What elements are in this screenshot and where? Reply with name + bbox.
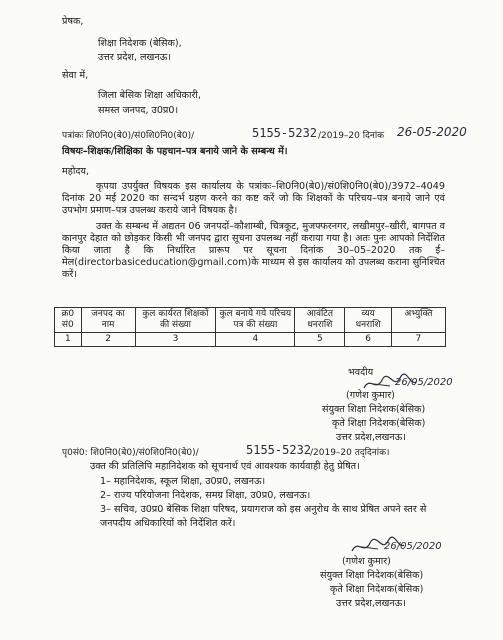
table-header-row — [55, 308, 446, 333]
signature-1-date: 26/05/2020 — [395, 377, 453, 388]
table-cell: 4 — [216, 333, 295, 347]
table-cell: 7 — [391, 333, 445, 347]
copy-list-item: 3– सचिव, उ0प्र0 बेसिक शिक्षा परिषद, प्रयागराज को इस अनुरोध के साथ प्रेषित अपने स्तर से — [100, 504, 427, 515]
ref-suffix: /2019–20 दिनांक — [318, 131, 385, 141]
table-cell: 5 — [295, 333, 345, 347]
table-cell: 3 — [135, 333, 216, 347]
body-paragraph-2: उक्त के सम्बन्ध में अद्यतन 06 जनपदों–कौशाम्बी, चित्रकूट, मुजफ्फरनगर, लखीमपुर–खीरी, बागपत व कानपुर देहात को छोड़कर किसी भी जनपद द्वारा सूचना उपलब्ध नहीं कराया गया है। अतः पुनः आपको निर्देशित किया जाता है कि निर्धारित प्रारूप पर सूचना दिनांक 30–05–2020 तक ई–मेल(directorbasiceducation@gmail.com)के माध्यम से इस कार्यालय को उपलब्ध कराना सुनिश्चित करें। — [62, 221, 445, 280]
table-cell: 2 — [81, 333, 135, 347]
recipient-line-1: जिला बेसिक शिक्षा अधिकारी, — [98, 90, 201, 101]
copy-list-item: 1– महानिदेशक, स्कूल शिक्षा, उ0प्र0, लखनऊ। — [100, 476, 266, 487]
table-header-cell: व्यय धनराशि — [345, 308, 391, 333]
ref2-prefix: पृ0सं0: शि0नि0(बे0)/सं0शि0नि0(बे0)/ — [62, 448, 199, 458]
signatory-1-title: संयुक्त शिक्षा निदेशक(बेसिक) — [322, 404, 426, 415]
ref-prefix: पत्रांकः शि0नि0(बे0)/सं0शि0नि0(बे0)/ — [62, 131, 195, 141]
table-cell: 6 — [345, 333, 391, 347]
table-row — [55, 333, 446, 347]
table-cell: 1 — [55, 333, 82, 347]
table-header-cell: आवंटित धनराशि — [295, 308, 345, 333]
signature-2-date: 26/05/2020 — [384, 541, 442, 552]
recipient-label: सेवा में, — [62, 70, 89, 81]
signatory-2-location: उत्तर प्रदेश,लखनऊ। — [336, 598, 406, 609]
ref2-handwritten-number: 5155-5232 — [246, 443, 312, 457]
information-table — [54, 307, 446, 347]
table-header-cell: अभ्युक्ति — [391, 308, 445, 333]
subject-line: विषयः–शिक्षक/शिक्षिका के पहचान–पत्र बनाये जाने के सम्बन्ध में। — [62, 146, 288, 157]
recipient-line-2: समस्त जनपद, उ0प्र0। — [98, 105, 179, 116]
table-header-cell: जनपद का नाम — [81, 308, 135, 333]
closing: भवदीय — [348, 367, 374, 378]
sender-label: प्रेषक, — [62, 16, 84, 27]
signatory-2-name: (गणेश कुमार) — [342, 556, 391, 567]
signatory-2-office: कृते शिक्षा निदेशक(बेसिक) — [330, 584, 424, 595]
table-header-cell: कुल कार्यरत शिक्षकों की संख्या — [135, 308, 216, 333]
sender-line-1: शिक्षा निदेशक (बेसिक), — [98, 38, 182, 49]
signatory-1-location: उत्तर प्रदेश,लखनऊ। — [336, 432, 406, 443]
ref-handwritten-number: 5155-5232 — [252, 126, 318, 140]
table-header-cell: क्र0 सं0 — [55, 308, 82, 333]
ref2-suffix: /2019–20 तद्‌दिनांक। — [310, 448, 390, 458]
ref-handwritten-date: 26-05-2020 — [397, 125, 467, 139]
signatory-2-title: संयुक्त शिक्षा निदेशक(बेसिक) — [320, 570, 424, 581]
sender-line-2: उत्तर प्रदेश, लखनऊ। — [98, 52, 171, 63]
copy-intro: उक्त की प्रतिलिपि महानिदेशक को सूचनार्थ एवं आवश्यक कार्यवाही हेतु प्रेषित। — [90, 461, 360, 472]
body-paragraph-1: कृपया उपर्युक्त विषयक इस कार्यालय के पत्रांकः–शि0नि0(बे0)/सं0शि0नि0(बे0)/3972–4049 दिनांक 20 मई 2020 का सन्दर्भ ग्रहण करने का कष्ट करें जो कि शिक्षकों के परिचय–पत्र बनाये जाने एवं उपभोग प्रमाण–पत्र उपलब्ध कराये जाने विषयक है। — [62, 181, 445, 216]
table-header-cell: कुल बनाये गये परिचय पत्र की संख्या — [216, 308, 295, 333]
signatory-1-office: कृते शिक्षा निदेशक(बेसिक) — [332, 418, 426, 429]
signatory-1-name: (गणेश कुमार) — [346, 390, 395, 401]
copy-list-item: जनपदीय अधिकारियों को निर्देशित करें। — [100, 518, 236, 529]
copy-list-item: 2– राज्य परियोजना निदेशक, समग्र शिक्षा, उ0प्र0, लखनऊ। — [100, 490, 311, 501]
salutation: महोदय, — [62, 166, 90, 177]
